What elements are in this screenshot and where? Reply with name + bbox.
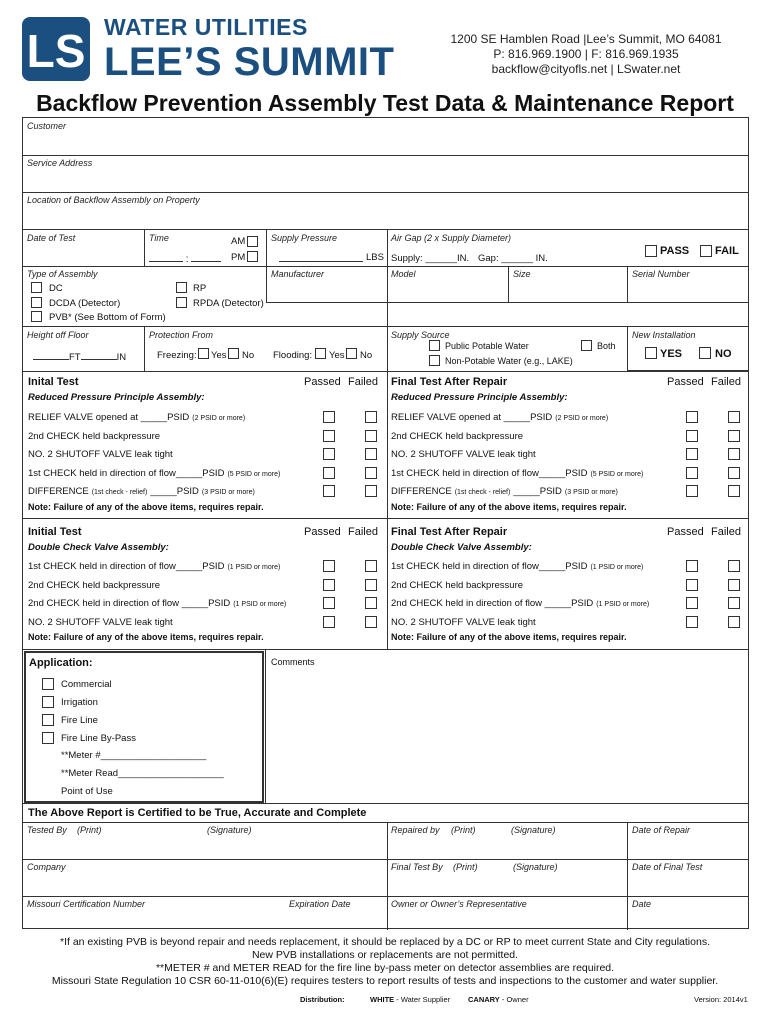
rp-item-note: (5 PSID or more) [227,470,281,478]
point-of-use[interactable]: Point of Use [61,786,113,797]
rp-initial-failed-checkbox[interactable] [365,448,377,460]
pm-label: PM [231,252,246,263]
dc-item-note: (1 PSID or more) [227,564,281,571]
dc-initial-passed-checkbox[interactable] [323,597,335,609]
rp-item-note: (2 PSID or more) [192,415,246,422]
rp-initial-item [28,431,160,442]
flooding-no-label: No [360,350,373,361]
rp-initial-item [28,486,255,497]
rp-initial-note: Note: Failure of any of the above items, requires repair. [28,502,264,512]
rp-item-tail: _____PSID [150,486,199,497]
dc-repair-passed-checkbox[interactable] [686,597,698,609]
rp-repair-failed-checkbox[interactable] [728,485,740,497]
rp-item-tail-note: (3 PSID or more) [201,489,255,496]
dc-repair-item [391,580,523,591]
rp-item-text: 2nd CHECK held backpressure [28,430,161,442]
rp-initial-passed-checkbox[interactable] [323,430,335,442]
rp-item-text: 1st CHECK held in direction of flow_____PSID [28,467,225,479]
repaired-by-label: Repaired by [391,825,440,835]
flooding-label: Flooding: [273,350,313,361]
rp-repair-passed-checkbox[interactable] [686,448,698,460]
freezing-yes-checkbox[interactable] [198,348,209,359]
rp-repair-item [391,449,536,460]
dcda-label: DCDA (Detector) [49,298,121,309]
freezing-no-label: No [242,350,255,361]
airgap-pass-checkbox[interactable] [645,245,657,257]
rp-initial-failed-checkbox[interactable] [365,467,377,479]
pvb-checkbox[interactable] [31,311,42,322]
version: Version: 2014v1 [694,995,748,1004]
rp-item-note: (1st check - relief) [91,489,148,496]
rp-initial-title: Inital Test [28,376,79,388]
rp-item-text: DIFFERENCE [28,486,89,497]
rp-item-text: DIFFERENCE [391,486,452,497]
logo-text: LS [26,25,86,77]
rp-repair-failed-checkbox[interactable] [728,411,740,423]
application-option: Commercial [61,679,112,690]
height-off-floor-label: Height off Floor [27,330,89,340]
dcda-checkbox[interactable] [31,297,42,308]
footer-line2: New PVB installations or replacements are not permitted. [251,949,519,961]
footer-line3: **METER # and METER READ for the fire line by-pass meter on detector assemblies are required. [155,962,615,974]
rp-item-text: NO. 2 SHUTOFF VALVE leak tight [391,449,536,460]
rp-repair-failed-checkbox[interactable] [728,430,740,442]
rp-item-note: (2 PSID or more) [555,415,609,422]
pm-checkbox[interactable] [247,251,258,262]
rp-passed-header: Passed [304,376,341,388]
application-checkbox[interactable] [42,732,54,744]
model-label: Model [391,269,416,279]
freezing-no-checkbox[interactable] [228,348,239,359]
dc-checkbox[interactable] [31,282,42,293]
footer-line1: *If an existing PVB is beyond repair and needs replacement, it should be replaced by a DC or RP to meet current State and City regulations. [59,936,710,948]
airgap-fail-label: FAIL [715,245,739,257]
pvb-label: PVB* (See Bottom of Form) [49,312,166,323]
dc-item-text: 2nd CHECK held in direction of flow _____PSID [28,598,231,609]
rp-repair-failed-header: Failed [711,376,741,388]
distribution-canary [468,995,529,1004]
address: 1200 SE Hamblen Road |Lee’s Summit, MO 64081 [450,32,722,46]
rp-item-text: NO. 2 SHUTOFF VALVE leak tight [28,449,173,460]
final-test-print: (Print) [453,862,478,872]
flooding-yes-label: Yes [329,350,345,361]
new-install-no-label: NO [715,348,732,360]
comments-label: Comments [271,657,315,667]
rp-checkbox[interactable] [176,282,187,293]
dc-repair-passed-checkbox[interactable] [686,616,698,628]
new-install-yes-label: YES [660,348,683,360]
manufacturer-label: Manufacturer [271,269,325,279]
both-label: Both [597,341,616,351]
rpda-checkbox[interactable] [176,297,187,308]
flooding-no-checkbox[interactable] [346,348,357,359]
date-of-test-label: Date of Test [27,233,76,243]
final-test-signature: (Signature) [513,862,558,872]
time-blank[interactable]: : [149,253,221,265]
tested-by-print: (Print) [77,825,102,835]
non-potable-label: Non-Potable Water (e.g., LAKE) [445,356,573,366]
date-of-repair-label: Date of Repair [632,825,691,835]
dc-repair-passed-checkbox[interactable] [686,579,698,591]
dc-repair-failed-header: Failed [711,526,741,538]
dc-repair-failed-checkbox[interactable] [728,616,740,628]
dc-initial-passed-checkbox[interactable] [323,579,335,591]
rp-repair-note: Note: Failure of any of the above items, requires repair. [391,502,627,512]
customer-label: Customer [27,121,67,131]
lbs-label: LBS [366,252,384,263]
dc-repair-failed-checkbox[interactable] [728,579,740,591]
white-label: WHITE [370,995,395,1004]
rp-initial-item [28,412,245,423]
dc-initial-item [28,580,160,591]
application-title: Application: [29,657,93,669]
rp-initial-failed-checkbox[interactable] [365,430,377,442]
freezing-yes-label: Yes [211,350,227,361]
dc-initial-item [28,617,173,628]
owner-label: Owner or Owner’s Representative [391,899,527,909]
dc-item-text: 1st CHECK held in direction of flow_____PSID [391,561,588,572]
phone: P: 816.969.1900 | F: 816.969.1935 [493,47,679,61]
rp-initial-item [28,468,280,479]
tested-by-signature: (Signature) [207,825,252,835]
final-test-by-label: Final Test By [391,862,443,872]
rp-initial-passed-checkbox[interactable] [323,485,335,497]
rp-item-text: RELIEF VALVE opened at _____PSID [391,412,553,423]
rpda-label: RPDA (Detector) [193,298,264,309]
rp-item-tail: _____PSID [513,486,562,497]
dc-repair-subtitle: Double Check Valve Assembly: [391,542,532,553]
public-water-label: Public Potable Water [445,341,529,351]
dc-initial-failed-checkbox[interactable] [365,597,377,609]
rp-repair-title: Final Test After Repair [391,376,508,388]
dc-passed-header: Passed [304,526,341,538]
white-rest: - Water Supplier [394,995,451,1004]
dc-item-note: (1 PSID or more) [590,564,644,571]
dc-item-text: 2nd CHECK held in direction of flow _____PSID [391,598,594,609]
dc-initial-passed-checkbox[interactable] [323,616,335,628]
am-label: AM [231,236,246,247]
company-label: Company [27,862,66,872]
rp-item-text: 1st CHECK held in direction of flow_____PSID [391,467,588,479]
height-blank[interactable] [33,351,126,363]
logo [22,17,90,81]
dc-item-note: (1 PSID or more) [596,601,650,608]
service-address-label: Service Address [27,158,93,168]
rp-repair-item [391,468,643,479]
freezing-label: Freezing: [157,350,197,361]
rp-label: RP [193,283,207,294]
rp-item-note: (1st check - relief) [454,489,511,496]
repaired-by-print: (Print) [451,825,476,835]
supply-pressure-blank[interactable] [279,253,363,265]
page-title: Backflow Prevention Assembly Test Data & Maintenance Report [36,90,734,116]
footer-line4: Missouri State Regulation 10 CSR 60-11-010(6)(E) requires testers to report results of tests and inspections to the customer and water supplier. [51,975,719,987]
dc-initial-passed-checkbox[interactable] [323,560,335,572]
dc-initial-failed-checkbox[interactable] [365,579,377,591]
rp-repair-subtitle: Reduced Pressure Principle Assembly: [391,392,568,403]
rp-repair-passed-checkbox[interactable] [686,430,698,442]
application-option: Fire Line By-Pass [61,733,136,744]
size-label: Size [513,269,531,279]
date-label: Date [632,899,652,909]
rp-initial-passed-checkbox[interactable] [323,411,335,423]
application-option: Fire Line [61,715,98,726]
type-of-assembly-label: Type of Assembly [27,269,98,279]
both-checkbox[interactable] [581,340,592,351]
meter-number[interactable]: **Meter #____________________ [61,750,207,761]
dc-initial-failed-checkbox[interactable] [365,616,377,628]
dc-item-text: 2nd CHECK held backpressure [28,579,161,591]
dc-initial-failed-checkbox[interactable] [365,560,377,572]
dc-label: DC [49,283,63,294]
time-label: Time [149,233,169,243]
dc-repair-note: Note: Failure of any of the above items, requires repair. [391,632,627,642]
rp-repair-failed-checkbox[interactable] [728,467,740,479]
airgap-pass-label: PASS [660,245,690,257]
supply-in: Supply: ______IN. [391,253,470,264]
application-checkbox[interactable] [42,696,54,708]
rp-initial-passed-checkbox[interactable] [323,448,335,460]
rp-repair-failed-checkbox[interactable] [728,448,740,460]
rp-failed-header: Failed [348,376,378,388]
dc-item-text: 1st CHECK held in direction of flow_____PSID [28,561,225,572]
dc-failed-header: Failed [348,526,378,538]
serial-number-label: Serial Number [632,269,690,279]
canary-label: CANARY [468,995,500,1004]
dc-repair-item [391,598,649,609]
rp-repair-item [391,412,608,423]
dc-item-text: NO. 2 SHUTOFF VALVE leak tight [391,616,536,628]
dc-repair-passed-checkbox[interactable] [686,560,698,572]
supply-pressure-label: Supply Pressure [271,233,338,243]
dc-initial-subtitle: Double Check Valve Assembly: [28,542,169,553]
application-box [24,651,264,803]
tested-by-label: Tested By [27,825,67,835]
rp-repair-passed-checkbox[interactable] [686,467,698,479]
new-install-no-checkbox[interactable] [699,347,711,359]
brand-line2: LEE’S SUMMIT [104,40,395,84]
dc-repair-passed-header: Passed [667,526,704,538]
rp-repair-item [391,486,618,497]
dc-initial-item [28,598,286,609]
dc-item-note: (1 PSID or more) [233,601,287,608]
application-option: Irrigation [61,697,98,708]
rp-repair-passed-header: Passed [667,376,704,388]
non-potable-checkbox[interactable] [429,355,440,366]
distribution-white [370,995,450,1004]
report-form [22,117,749,929]
contact-info [420,32,752,77]
footer-notes [0,936,770,988]
dc-item-text: 2nd CHECK held backpressure [391,579,524,591]
distribution-label: Distribution: [300,995,345,1004]
meter-read[interactable]: **Meter Read____________________ [61,768,224,779]
application-checkbox[interactable] [42,678,54,690]
rp-initial-subtitle: Reduced Pressure Principle Assembly: [28,392,205,403]
brand-line1: WATER UTILITIES [104,14,308,40]
dc-initial-note: Note: Failure of any of the above items, requires repair. [28,632,264,642]
new-install-yes-checkbox[interactable] [645,347,657,359]
am-checkbox[interactable] [247,236,258,247]
rp-initial-item [28,449,173,460]
airgap-fail-checkbox[interactable] [700,245,712,257]
dc-repair-failed-checkbox[interactable] [728,597,740,609]
application-checkbox[interactable] [42,714,54,726]
web-email: backflow@cityofls.net | LSwater.net [491,62,681,76]
dc-initial-title: Initial Test [28,526,82,538]
rp-item-note: (5 PSID or more) [590,470,644,478]
dc-repair-failed-checkbox[interactable] [728,560,740,572]
location-label: Location of Backflow Assembly on Property [27,195,200,205]
rp-item-text: 2nd CHECK held backpressure [391,430,524,442]
rp-initial-passed-checkbox[interactable] [323,467,335,479]
dc-repair-item [391,561,643,572]
rp-repair-passed-checkbox[interactable] [686,485,698,497]
dc-initial-item [28,561,280,572]
dc-item-text: NO. 2 SHUTOFF VALVE leak tight [28,616,173,628]
supply-source-label: Supply Source [391,330,450,340]
rp-item-tail-note: (3 PSID or more) [564,489,618,496]
rp-initial-failed-checkbox[interactable] [365,485,377,497]
mo-cert-label: Missouri Certification Number [27,899,146,909]
air-gap-label: Air Gap (2 x Supply Diameter) [391,233,512,243]
public-water-checkbox[interactable] [429,340,440,351]
dc-repair-title: Final Test After Repair [391,526,508,538]
rp-initial-failed-checkbox[interactable] [365,411,377,423]
dc-repair-item [391,617,536,628]
certification-title: The Above Report is Certified to be True, Accurate and Complete [28,807,367,819]
canary-rest: - Owner [499,995,529,1004]
gap-in: Gap: ______ IN. [478,253,548,264]
repaired-by-signature: (Signature) [511,825,556,835]
rp-item-text: RELIEF VALVE opened at _____PSID [28,412,190,423]
rp-repair-item [391,431,523,442]
date-of-final-test-label: Date of Final Test [632,862,703,872]
rp-repair-passed-checkbox[interactable] [686,411,698,423]
in-label: IN [116,352,127,363]
expiration-date-label: Expiration Date [289,899,351,909]
ft-label: FT [69,352,81,363]
protection-from-label: Protection From [149,330,214,340]
flooding-yes-checkbox[interactable] [315,348,326,359]
new-installation-label: New Installation [632,330,696,340]
